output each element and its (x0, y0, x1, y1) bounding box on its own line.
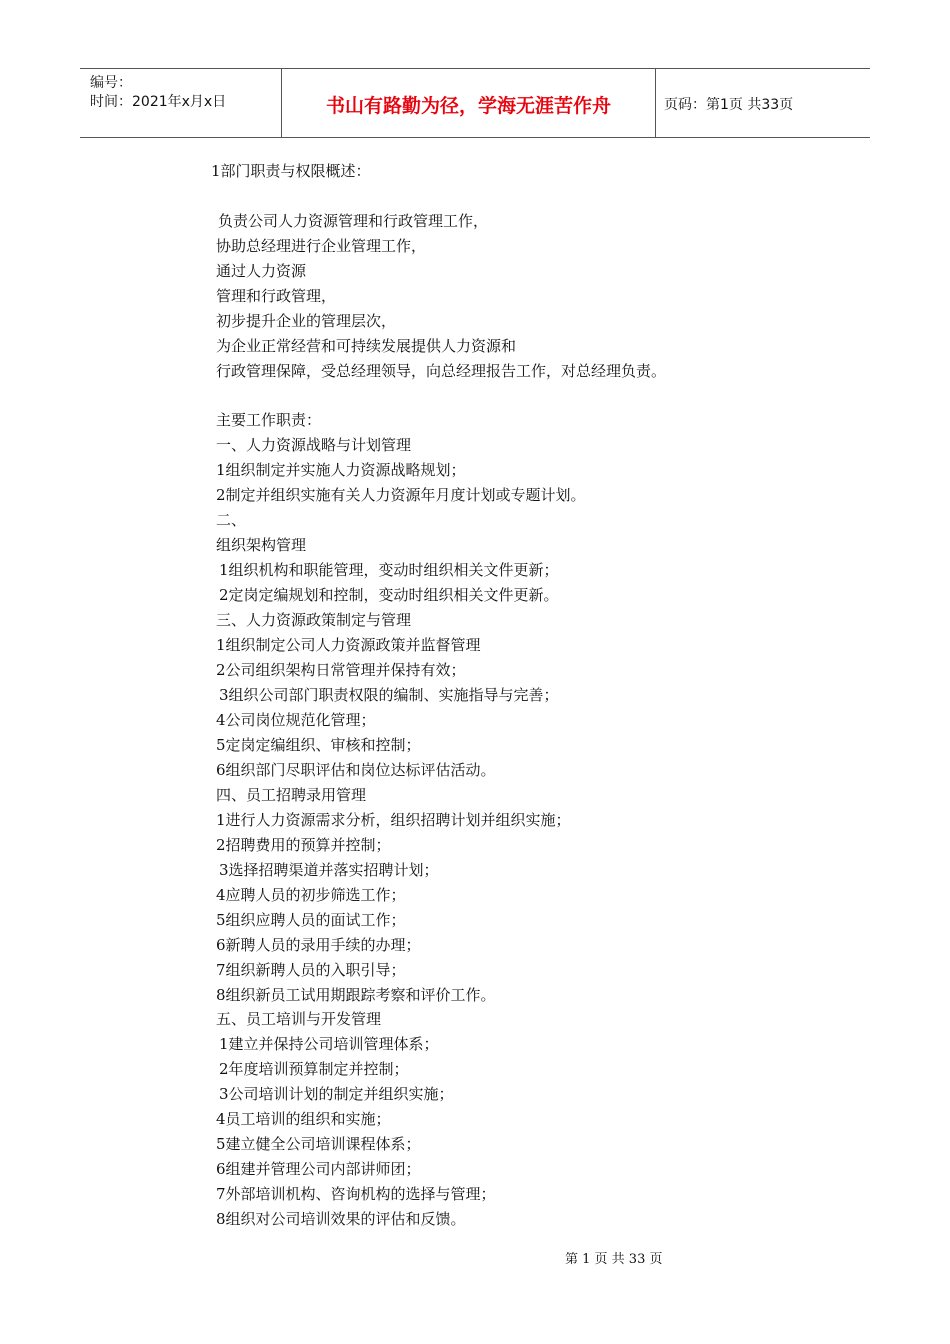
list-item: 7外部培训机构、咨询机构的选择与管理； (216, 1185, 496, 1203)
list-item: 1组织制定并实施人力资源战略规划； (216, 461, 466, 479)
paragraph-line: 为企业正常经营和可持续发展提供人力资源和 (216, 337, 517, 355)
list-item: 1组织制定公司人力资源政策并监督管理 (216, 636, 481, 654)
list-item: 3选择招聘渠道并落实招聘计划； (219, 861, 439, 879)
list-item: 8组织新员工试用期跟踪考察和评价工作。 (216, 986, 496, 1004)
paragraph-line: 协助总经理进行企业管理工作， (216, 237, 427, 255)
header-center-cell (281, 69, 656, 137)
paragraph-line: 初步提升企业的管理层次， (216, 312, 397, 330)
list-item: 5建立健全公司培训课程体系； (216, 1135, 421, 1153)
page-footer: 第 1 页 共 33 页 (565, 1252, 663, 1267)
subsection-heading: 五、员工培训与开发管理 (216, 1010, 382, 1028)
list-item: 1组织机构和职能管理，变动时组织相关文件更新； (219, 561, 559, 579)
document-number-label: 编号： (90, 75, 132, 91)
list-item: 2制定并组织实施有关人力资源年月度计划或专题计划。 (216, 486, 586, 504)
header-right-cell (655, 69, 870, 137)
list-item: 7组织新聘人员的入职引导； (216, 961, 406, 979)
list-item: 2定岗定编规划和控制，变动时组织相关文件更新。 (219, 586, 559, 604)
list-item: 1进行人力资源需求分析，组织招聘计划并组织实施； (216, 811, 571, 829)
header-page-label: 页码：第1页 共33页 (664, 97, 794, 113)
list-item: 5组织应聘人员的面试工作； (216, 911, 406, 929)
list-item: 2公司组织架构日常管理并保持有效； (216, 661, 466, 679)
subsection-heading: 三、人力资源政策制定与管理 (216, 611, 412, 629)
section-heading: 主要工作职责： (216, 411, 322, 429)
section-heading: 1部门职责与权限概述： (211, 162, 371, 180)
subsection-heading: 二、 (216, 511, 247, 529)
subsection-heading: 四、员工招聘录用管理 (216, 786, 367, 804)
document-date-label: 时间：2021年x月x日 (90, 94, 227, 110)
list-item: 2招聘费用的预算并控制； (216, 836, 391, 854)
list-item: 6新聘人员的录用手续的办理； (216, 936, 421, 954)
list-item: 5定岗定编组织、审核和控制； (216, 736, 421, 754)
list-item: 1建立并保持公司培训管理体系； (219, 1035, 439, 1053)
list-item: 8组织对公司培训效果的评估和反馈。 (216, 1210, 466, 1228)
paragraph-line: 负责公司人力资源管理和行政管理工作， (218, 212, 489, 230)
header-left-cell (80, 69, 281, 137)
list-item: 4应聘人员的初步筛选工作； (216, 886, 406, 904)
list-item: 6组织部门尽职评估和岗位达标评估活动。 (216, 761, 496, 779)
list-item: 3组织公司部门职责权限的编制、实施指导与完善； (219, 686, 559, 704)
subsection-heading: 一、人力资源战略与计划管理 (216, 436, 412, 454)
paragraph-line: 通过人力资源 (216, 262, 307, 280)
list-item: 4公司岗位规范化管理； (216, 711, 376, 729)
list-item: 3公司培训计划的制定并组织实施； (219, 1085, 454, 1103)
header-slogan: 书山有路勤为径，学海无涯苦作舟 (325, 95, 611, 117)
paragraph-line: 行政管理保障，受总经理领导，向总经理报告工作，对总经理负责。 (216, 362, 667, 380)
list-item: 2年度培训预算制定并控制； (219, 1060, 409, 1078)
list-item: 6组建并管理公司内部讲师团； (216, 1160, 421, 1178)
subsection-heading: 组织架构管理 (216, 536, 307, 554)
document-header (80, 68, 870, 138)
list-item: 4员工培训的组织和实施； (216, 1110, 391, 1128)
paragraph-line: 管理和行政管理， (216, 287, 337, 305)
